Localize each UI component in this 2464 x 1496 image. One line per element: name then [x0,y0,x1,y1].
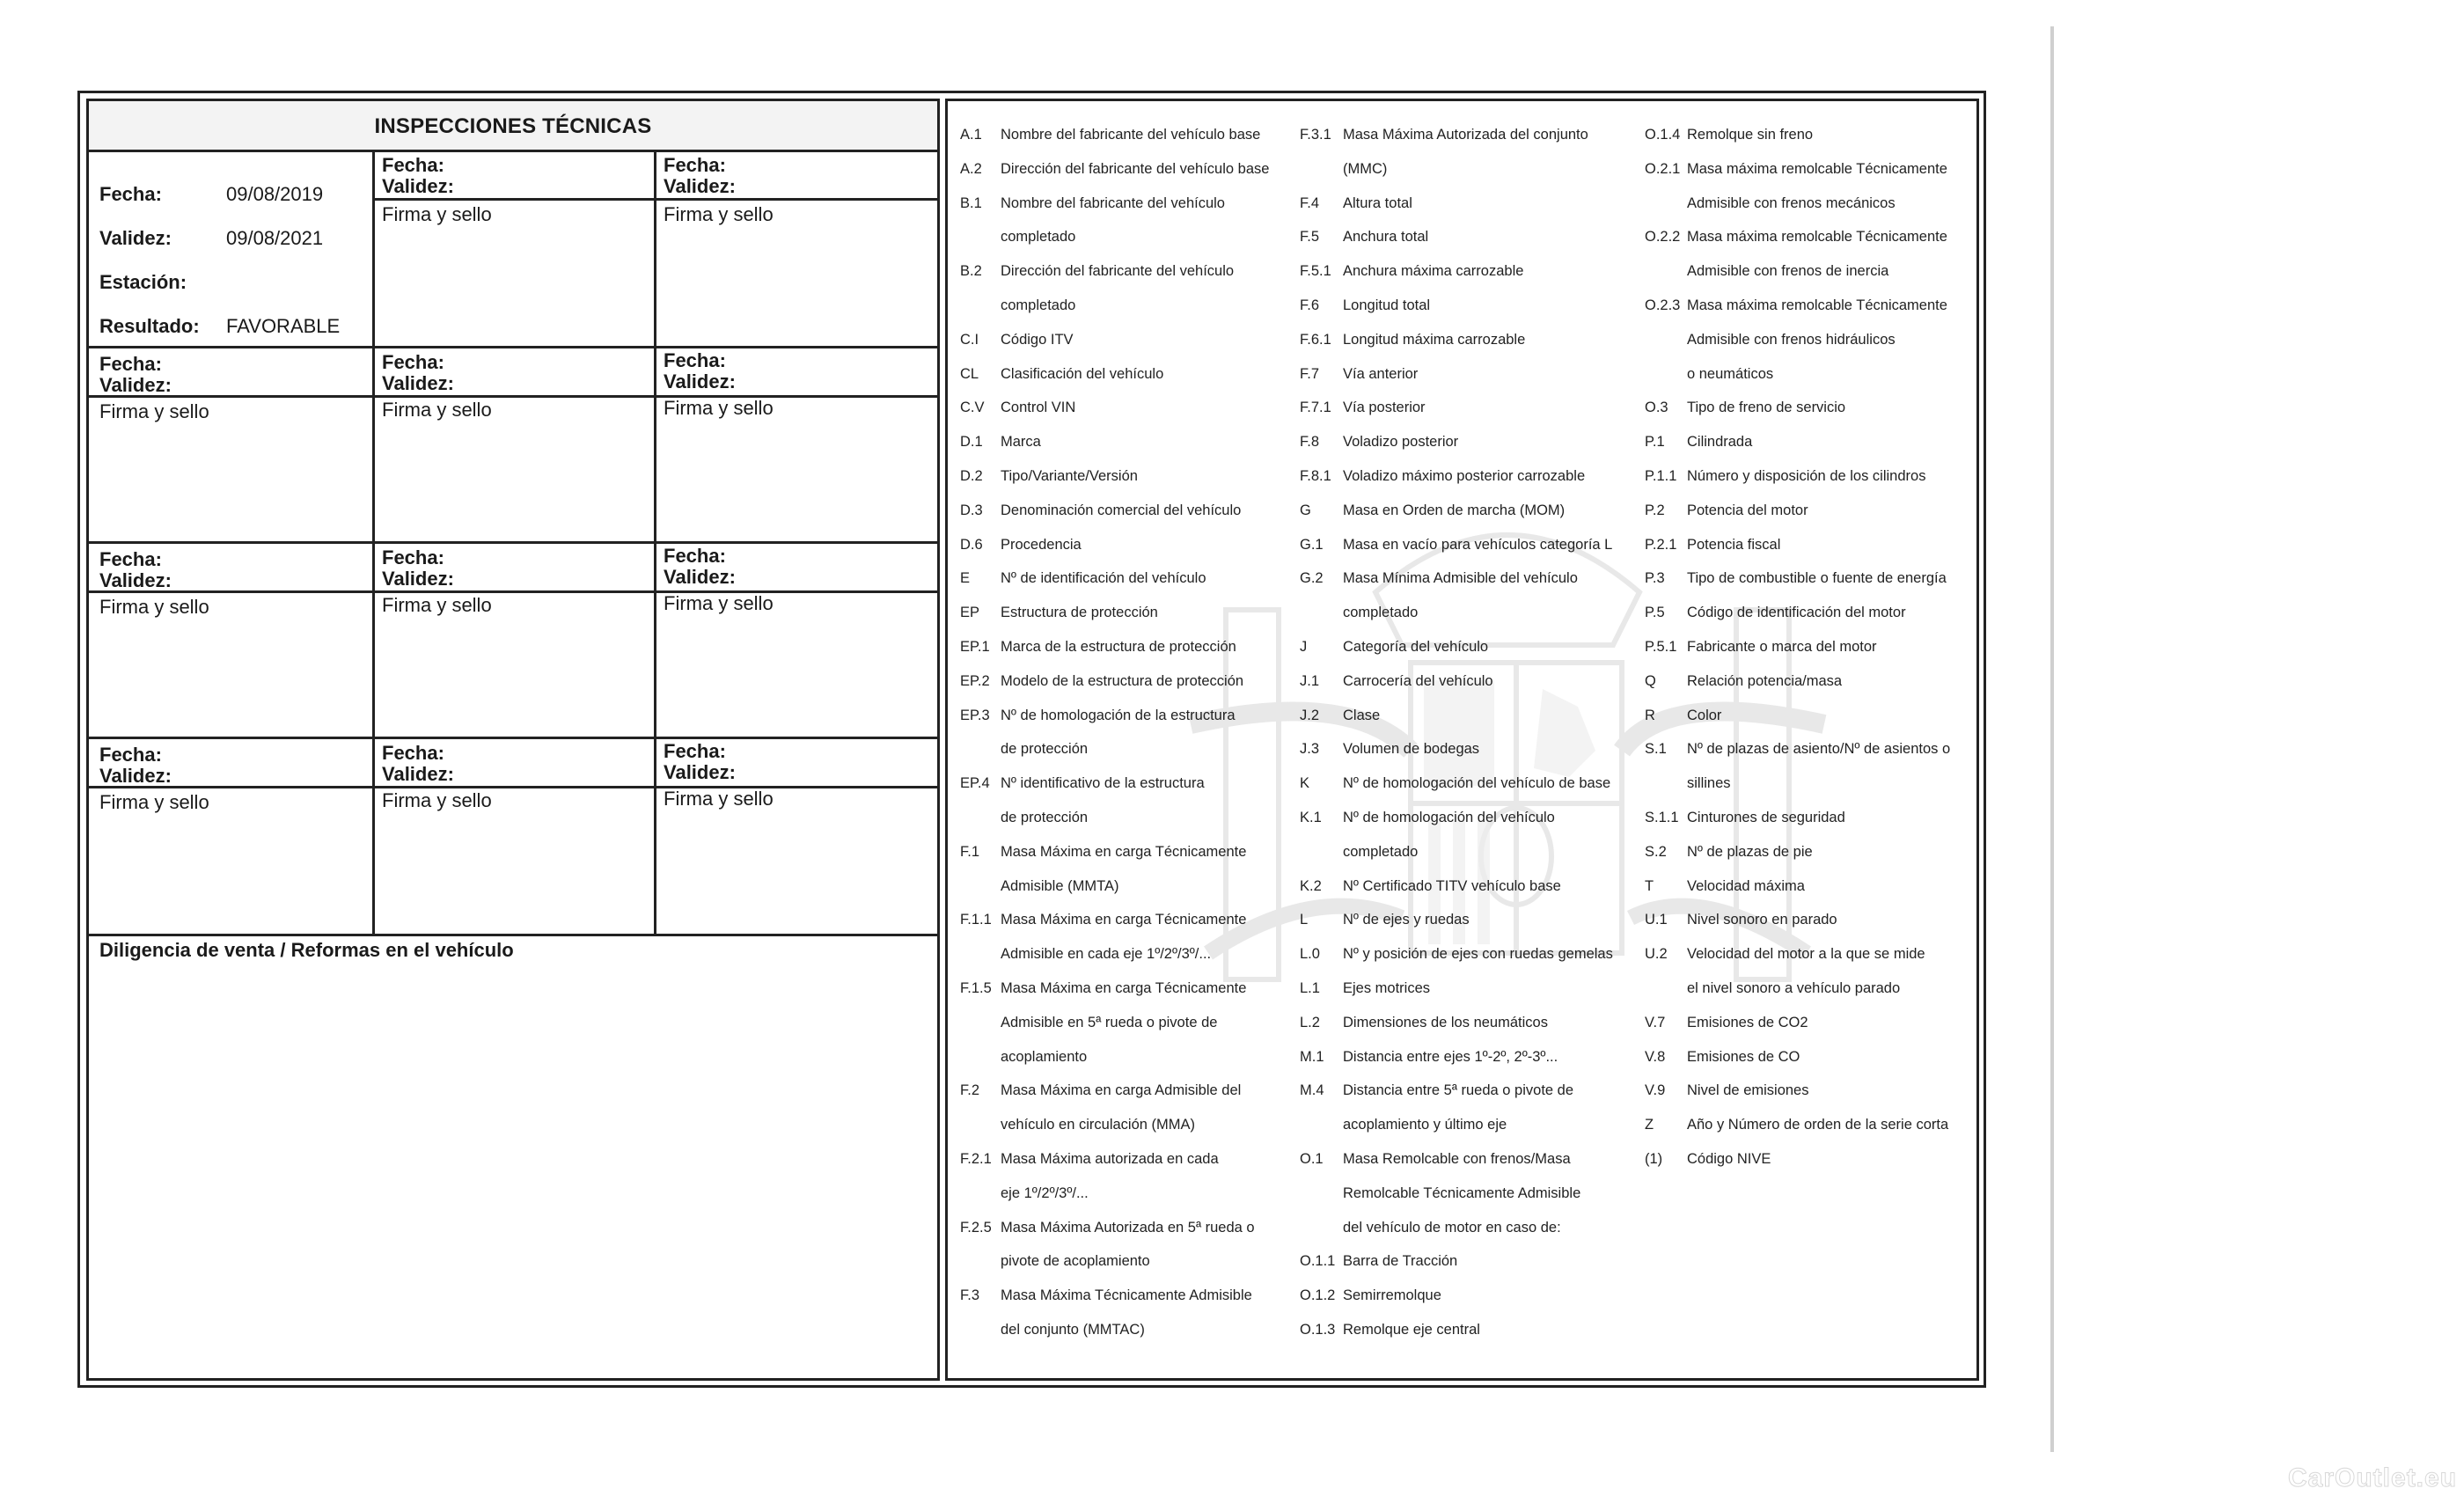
legend-description: Anchura total [1343,229,1429,246]
legend-code: P.5.1 [1645,639,1677,655]
cell-r4c1-fecha-label: Fecha: [99,744,162,766]
legend-description: Color [1687,707,1722,723]
legend-description: Año y Número de orden de la serie corta [1687,1117,1949,1133]
legend-code: F.4 [1300,194,1320,211]
legend-description: Velocidad del motor a la que se mide [1687,946,1925,963]
legend-code: P.1 [1645,434,1665,451]
legend-code: U.2 [1645,946,1668,963]
page-edge-line [2050,26,2054,1452]
legend-description: Cinturones de seguridad [1687,810,1845,825]
legend-code: F.8 [1300,434,1320,451]
legend-description: Clasificación del vehículo [1001,365,1164,382]
legend-description: sillines [1687,775,1731,792]
legend-description: de protección [1001,741,1089,758]
legend-description: Tipo de combustible o fuente de energía [1687,570,1947,587]
legend-code: F.6.1 [1300,331,1331,348]
legend-code: L.1 [1300,980,1320,996]
legend-description: o neumáticos [1687,365,1774,382]
legend-panel [945,99,1979,1381]
legend-description: Dirección del fabricante del vehículo base [1001,160,1270,177]
legend-code: C.V [960,400,985,416]
legend-description: Nombre del fabricante del vehículo [1001,194,1225,211]
legend-description: Ejes motrices [1343,980,1431,996]
legend-description: Masa en Orden de marcha (MOM) [1343,502,1566,518]
legend-code: F.1.5 [960,980,992,996]
cell-r2c3-validez-label: Validez: [664,370,736,392]
legend-code: EP.2 [960,672,990,689]
legend-code: F.5.1 [1300,263,1331,280]
legend-description: vehículo en circulación (MMA) [1001,1117,1195,1133]
legend-description: Masa Máxima en carga Técnicamente [1001,843,1247,860]
legend-code: O.2.2 [1645,229,1681,246]
legend-code: S.2 [1645,843,1667,860]
legend-code: O.1.3 [1300,1322,1336,1338]
legend-code: O.1.2 [1300,1287,1336,1304]
first-resultado-label: Resultado: [99,315,200,337]
cell-r1c2-validez-label: Validez: [382,175,454,197]
legend-description: Admisible con frenos mecánicos [1687,194,1896,211]
legend-code: B.1 [960,194,982,211]
legend-code: J [1300,639,1308,655]
legend-code: S.1 [1645,741,1667,758]
legend-description: Nº de plazas de asiento/Nº de asientos o [1687,741,1951,758]
legend-code: K [1300,775,1310,792]
legend-description: Altura total [1343,194,1412,211]
legend-description: Remolque eje central [1343,1322,1480,1338]
row3-subheader-line [89,590,940,593]
legend-description: Anchura máxima carrozable [1343,263,1524,280]
legend-code: D.1 [960,434,983,451]
legend-description: Velocidad máxima [1687,877,1805,894]
row3-top-line [89,541,940,544]
cell-r3c2-fecha-label: Fecha: [382,546,444,568]
legend-description: Masa Mínima Admisible del vehículo [1343,570,1578,587]
row4-top-line [89,737,940,739]
legend-description: Modelo de la estructura de protección [1001,672,1244,689]
legend-description: Código ITV [1001,331,1074,348]
legend-code: A.1 [960,127,982,143]
legend-description: Nº de plazas de pie [1687,843,1813,860]
legend-code: R [1645,707,1655,723]
row2-subheader-line [89,395,940,398]
cell-r4c1-firma: Firma y sello [99,791,209,813]
legend-description: del vehículo de motor en caso de: [1343,1219,1561,1236]
legend-description: Nº y posición de ejes con ruedas gemelas [1343,946,1613,963]
legend-description: Emisiones de CO2 [1687,1014,1808,1030]
legend-code: U.1 [1645,912,1668,928]
legend-description: Voladizo máximo posterior carrozable [1343,468,1586,484]
legend-code: F.5 [1300,229,1320,246]
cell-r4c3-validez-label: Validez: [664,761,736,783]
legend-description: de protección [1001,810,1089,825]
cell-r1c3-fecha-label: Fecha: [664,154,726,176]
cell-r2c1-validez-label: Validez: [99,374,172,396]
legend-description: completado [1343,843,1419,860]
first-validez-label: Validez: [99,227,172,249]
legend-code: CL [960,365,979,382]
legend-code: O.1.1 [1300,1253,1336,1270]
legend-code: O.1.4 [1645,127,1681,143]
cell-r4c2-firma: Firma y sello [382,789,492,811]
legend-description: Nivel sonoro en parado [1687,912,1837,928]
cell-r2c1-firma: Firma y sello [99,400,209,422]
cell-r1c3-validez-label: Validez: [664,175,736,197]
legend-description: Nº de homologación de la estructura [1001,707,1236,723]
legend-description: acoplamiento y último eje [1343,1117,1507,1133]
legend-description: Nº de homologación del vehículo de base [1343,775,1611,792]
legend-code: D.6 [960,536,983,553]
legend-description: Nº de ejes y ruedas [1343,912,1470,928]
legend-description: Admisible (MMTA) [1001,877,1119,894]
legend-code: J.2 [1300,707,1320,723]
legend-description: Denominación comercial del vehículo [1001,502,1242,518]
legend-description: Vía anterior [1343,365,1419,382]
legend-code: T [1645,877,1654,894]
legend-description: Masa Máxima autorizada en cada [1001,1151,1219,1167]
legend-code: EP.1 [960,639,990,655]
legend-description: Nombre del fabricante del vehículo base [1001,127,1261,143]
legend-code: P.2.1 [1645,536,1677,553]
legend-description: Admisible con frenos de inercia [1687,263,1889,280]
cell-r3c1-firma: Firma y sello [99,596,209,618]
cell-r2c2-fecha-label: Fecha: [382,351,444,373]
legend-description: Masa máxima remolcable Técnicamente [1687,229,1947,246]
legend-code: G.2 [1300,570,1324,587]
cell-r4c3-firma: Firma y sello [664,788,774,810]
first-resultado-value: FAVORABLE [226,315,341,337]
legend-description: Código de identificación del motor [1687,605,1906,621]
diligencia-top-line [89,934,940,936]
legend-code: P.5 [1645,605,1665,621]
legend-description: Masa Máxima en carga Técnicamente [1001,980,1247,996]
legend-code: G.1 [1300,536,1324,553]
legend-code: (1) [1645,1151,1663,1167]
cell-r3c3-validez-label: Validez: [664,566,736,588]
legend-description: Distancia entre ejes 1º-2º, 2º-3º... [1343,1048,1558,1065]
legend-description: Admisible en 5ª rueda o pivote de [1001,1014,1218,1030]
legend-description: Distancia entre 5ª rueda o pivote de [1343,1082,1574,1099]
legend-code: F.1.1 [960,912,992,928]
legend-code: V.9 [1645,1082,1666,1099]
legend-description: completado [1343,605,1419,621]
legend-description: Remolque sin freno [1687,127,1814,143]
first-validez-value: 09/08/2021 [226,227,324,249]
legend-description: Admisible en cada eje 1º/2º/3º/... [1001,946,1212,963]
legend-code: O.3 [1645,400,1668,416]
legend-code: J.1 [1300,672,1320,689]
legend-description: acoplamiento [1001,1048,1088,1065]
legend-description: Voladizo posterior [1343,434,1459,451]
cell-r3c3-firma: Firma y sello [664,592,774,614]
legend-description: el nivel sonoro a vehículo parado [1687,980,1901,996]
legend-description: del conjunto (MMTAC) [1001,1322,1145,1338]
legend-code: EP [960,605,980,621]
legend-description: Número y disposición de los cilindros [1687,468,1926,484]
legend-description: Nº de homologación del vehículo [1343,810,1555,825]
legend-code: J.3 [1300,741,1320,758]
legend-code: EP.3 [960,707,990,723]
legend-code: L.0 [1300,946,1320,963]
first-estacion-label: Estación: [99,271,187,293]
legend-code: Z [1645,1117,1654,1133]
legend-description: Nº de identificación del vehículo [1001,570,1206,587]
diligencia-heading: Diligencia de venta / Reformas en el vehículo [99,939,514,961]
legend-code: F.2.5 [960,1219,992,1236]
legend-code: L.2 [1300,1014,1320,1030]
legend-code: A.2 [960,160,982,177]
row4-subheader-line [89,786,940,788]
cell-r3c2-firma: Firma y sello [382,594,492,616]
legend-description: Estructura de protección [1001,605,1158,621]
cell-r3c2-validez-label: Validez: [382,568,454,590]
legend-description: Masa Máxima en carga Admisible del [1001,1082,1242,1099]
cell-r2c3-firma: Firma y sello [664,397,774,419]
legend-code: V.8 [1645,1048,1666,1065]
cell-r3c1-validez-label: Validez: [99,569,172,591]
legend-description: Nivel de emisiones [1687,1082,1809,1099]
legend-description: Semirremolque [1343,1287,1441,1304]
legend-description: eje 1º/2º/3º/... [1001,1184,1089,1201]
first-fecha-label: Fecha: [99,183,162,205]
legend-code: O.2.1 [1645,160,1681,177]
legend-description: Marca [1001,434,1041,451]
legend-code: F.7 [1300,365,1320,382]
legend-code: P.3 [1645,570,1665,587]
legend-description: Masa Máxima Autorizada del conjunto [1343,127,1588,143]
legend-code: C.I [960,331,979,348]
inspections-panel [86,99,940,1381]
cell-r4c2-fecha-label: Fecha: [382,742,444,764]
legend-code: F.3.1 [1300,127,1331,143]
legend-description: Dirección del fabricante del vehículo [1001,263,1235,280]
legend-description: Relación potencia/masa [1687,672,1843,689]
cell-r2c1-fecha-label: Fecha: [99,353,162,375]
cell-r3c1-fecha-label: Fecha: [99,548,162,570]
legend-description: Masa Remolcable con frenos/Masa [1343,1151,1571,1167]
cell-r4c1-validez-label: Validez: [99,765,172,787]
legend-description: Potencia fiscal [1687,536,1781,553]
legend-code: F.8.1 [1300,468,1331,484]
legend-description: Masa Máxima Técnicamente Admisible [1001,1287,1252,1304]
legend-description: Admisible con frenos hidráulicos [1687,331,1896,348]
legend-code: EP.4 [960,775,990,792]
legend-description: Cilindrada [1687,434,1753,451]
legend-description: Categoría del vehículo [1343,639,1489,655]
legend-description: Código NIVE [1687,1151,1771,1167]
legend-description: Tipo de freno de servicio [1687,400,1846,416]
cell-r2c2-firma: Firma y sello [382,399,492,421]
legend-description: Potencia del motor [1687,502,1808,518]
legend-description: (MMC) [1343,160,1388,177]
legend-code: F.6 [1300,297,1320,313]
legend-code: L [1300,912,1309,928]
legend-description: Emisiones de CO [1687,1048,1800,1065]
cell-r1c2-firma: Firma y sello [382,203,492,225]
legend-code: F.7.1 [1300,400,1331,416]
cell-r2c2-validez-label: Validez: [382,372,454,394]
legend-description: Longitud total [1343,297,1431,313]
first-fecha-value: 09/08/2019 [226,183,324,205]
legend-code: K.1 [1300,810,1322,825]
legend-code: P.1.1 [1645,468,1677,484]
legend-code: V.7 [1645,1014,1666,1030]
legend-description: completado [1001,229,1076,246]
legend-description: Barra de Tracción [1343,1253,1458,1270]
site-watermark: CarOutlet.eu [2288,1463,2458,1492]
legend-description: Masa máxima remolcable Técnicamente [1687,297,1947,313]
legend-code: F.1 [960,843,980,860]
legend-code: P.2 [1645,502,1665,518]
legend-code: O.1 [1300,1151,1324,1167]
legend-code: D.3 [960,502,983,518]
legend-code: M.4 [1300,1082,1324,1099]
cell-r3c3-fecha-label: Fecha: [664,545,726,567]
cell-r2c3-fecha-label: Fecha: [664,349,726,371]
legend-description: Masa Máxima Autorizada en 5ª rueda o [1001,1219,1255,1236]
legend-description: Masa en vacío para vehículos categoría L [1343,536,1613,553]
legend-description: Marca de la estructura de protección [1001,639,1236,655]
legend-description: Tipo/Variante/Versión [1001,468,1138,484]
legend-code: S.1.1 [1645,810,1679,825]
legend-description: Nº Certificado TITV vehículo base [1343,877,1561,894]
legend-description: Masa Máxima en carga Técnicamente [1001,912,1247,928]
legend-description: completado [1001,297,1076,313]
legend-code: G [1300,502,1311,518]
cell-r4c3-fecha-label: Fecha: [664,740,726,762]
legend-code: Q [1645,672,1656,689]
legend-description: Vía posterior [1343,400,1426,416]
legend-code: O.2.3 [1645,297,1681,313]
legend-code: F.3 [960,1287,980,1304]
legend-description: Clase [1343,707,1381,723]
legend-code: K.2 [1300,877,1322,894]
legend-description: pivote de acoplamiento [1001,1253,1150,1270]
legend-description: Fabricante o marca del motor [1687,639,1877,655]
cell-r4c2-validez-label: Validez: [382,763,454,785]
cell-r1c3-firma: Firma y sello [664,203,774,225]
legend-description: Control VIN [1001,400,1076,416]
legend-description: Procedencia [1001,536,1082,553]
legend-code: F.2 [960,1082,980,1099]
inspections-title: INSPECCIONES TÉCNICAS [89,101,937,152]
legend-description: Dimensiones de los neumáticos [1343,1014,1548,1030]
legend-description: Longitud máxima carrozable [1343,331,1526,348]
legend-code: M.1 [1300,1048,1324,1065]
legend-code: F.2.1 [960,1151,992,1167]
legend-description: Carrocería del vehículo [1343,672,1493,689]
row2-top-line [89,346,940,348]
legend-code: D.2 [960,468,983,484]
legend-code: B.2 [960,263,982,280]
legend-description: Masa máxima remolcable Técnicamente [1687,160,1947,177]
legend-code: E [960,570,971,587]
legend-description: Nº identificativo de la estructura [1001,775,1205,792]
cell-r1c2-fecha-label: Fecha: [382,154,444,176]
row1-subheader-line [372,198,940,201]
legend-description: Volumen de bodegas [1343,741,1480,758]
legend-description: Remolcable Técnicamente Admisible [1343,1184,1581,1201]
